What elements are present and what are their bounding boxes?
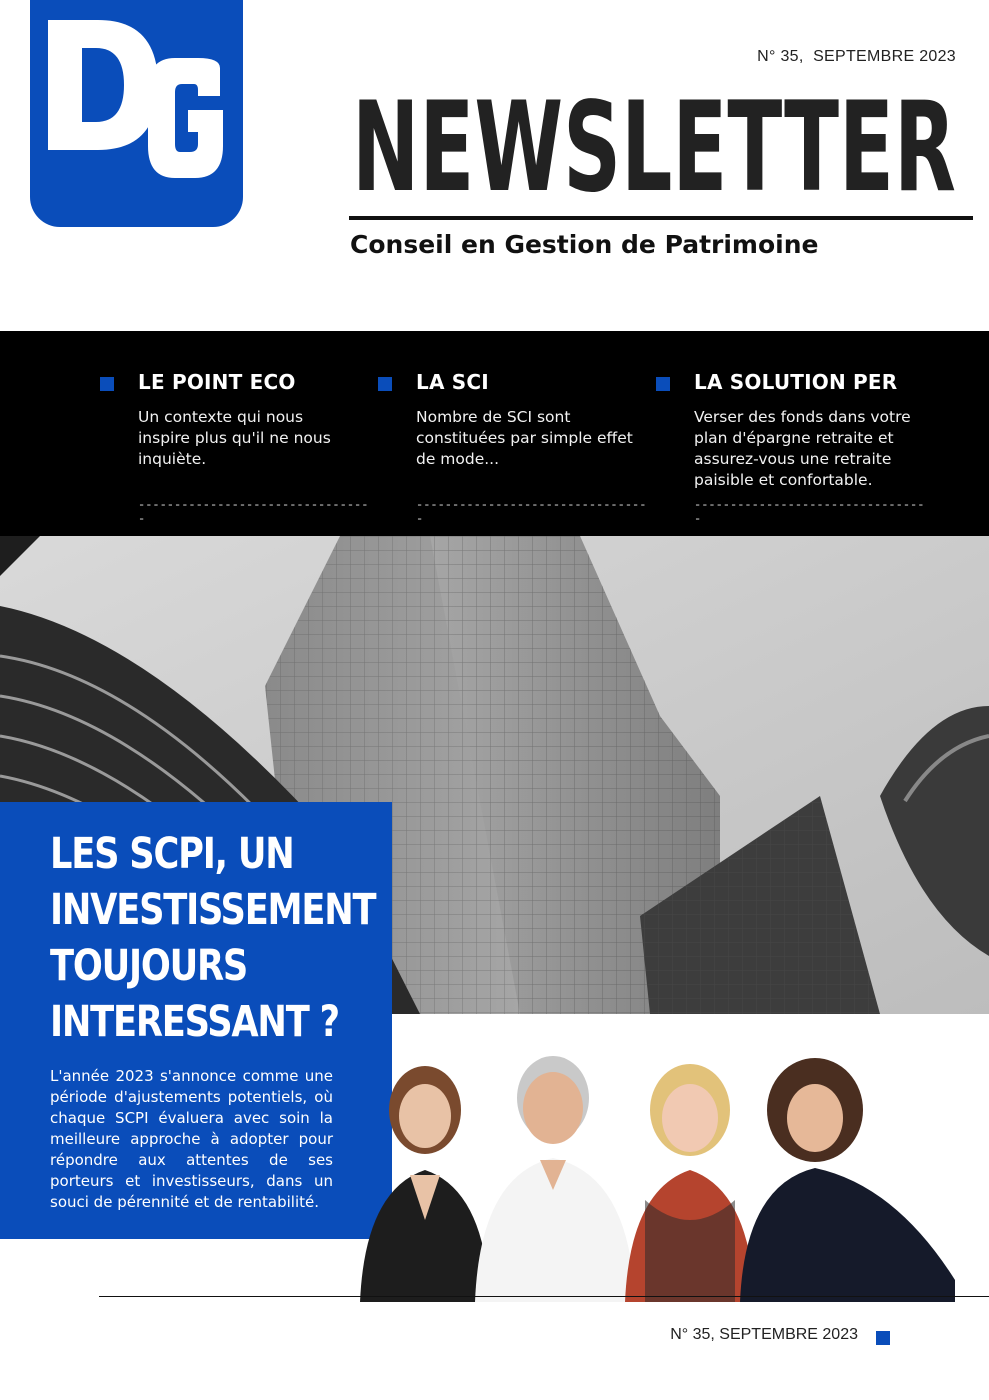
issue-number-top: N° 35, SEPTEMBRE 2023 [757,48,956,65]
section-text: Verser des fonds dans votre plan d'épargne retraite et assurez-vous une retraite paisible et confortable. [694,408,911,489]
company-logo [30,0,243,227]
headline-line: INTERESSANT ? [50,997,339,1047]
square-bullet-icon [378,377,392,391]
newsletter-title-text: NEWSLETTER [352,84,956,204]
newsletter-title [350,84,970,204]
issue-number-bottom: N° 35, SEPTEMBRE 2023 [670,1326,858,1343]
section-divider: --------------------------------- [138,498,369,526]
square-bullet-icon [656,377,670,391]
feature-lead: L'année 2023 s'annonce comme une période d'ajustements potentiels, où chaque SCPI évaluera avec soin la meilleure approche à adopter pour répondre aux attentes de ses porteurs et investisseurs, dans un souci de pérennité et de rentabilité. [50,1067,333,1211]
section-sci[interactable] [416,370,651,526]
header-rule [349,216,973,220]
section-title: LE POINT ECO [138,370,296,394]
headline-line: TOUJOURS [50,941,248,991]
dg-logo-mark [30,0,243,227]
newsletter-subtitle: Conseil en Gestion de Patrimoine [350,230,819,259]
section-text: Un contexte qui nous inspire plus qu'il ne nous inquiète. [138,408,331,468]
section-divider: --------------------------------- [416,498,647,526]
section-text: Nombre de SCI sont constituées par simple effet de mode... [416,408,633,468]
section-title: LA SOLUTION PER [694,370,898,394]
feature-headline [50,826,376,1050]
footer-rule [99,1296,989,1297]
team-photo [355,1050,967,1302]
section-divider: --------------------------------- [694,498,925,526]
feature-box [0,802,392,1239]
section-point-eco[interactable] [138,370,373,526]
square-bullet-icon [100,377,114,391]
headline-line: INVESTISSEMENT [50,885,376,935]
headline-line: LES SCPI, UN [50,829,294,879]
section-title: LA SCI [416,370,489,394]
section-solution-per[interactable] [694,370,929,526]
square-bullet-icon [876,1331,890,1345]
